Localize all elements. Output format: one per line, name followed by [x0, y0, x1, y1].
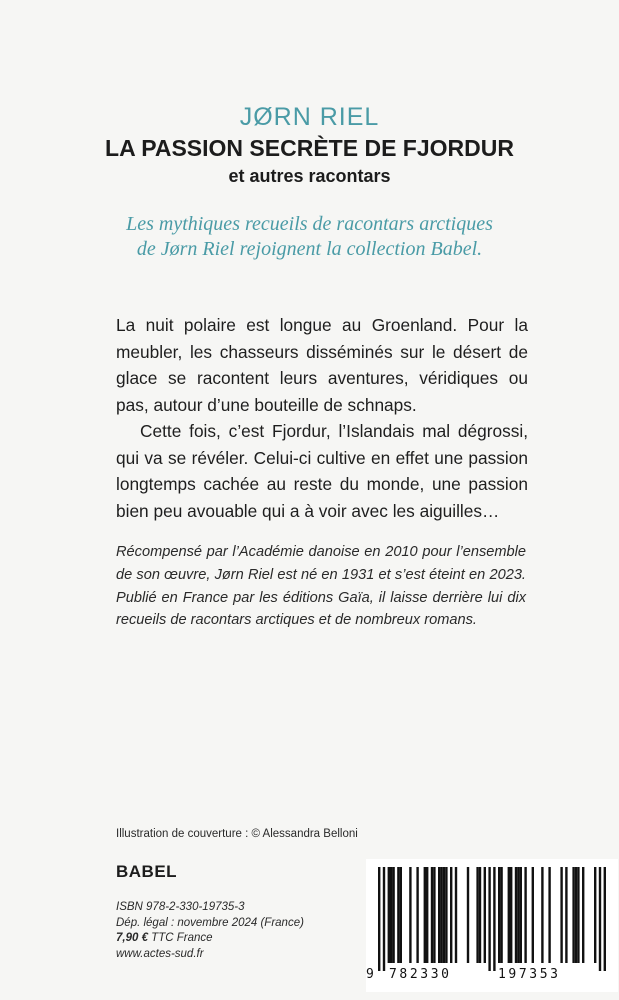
barcode-bar [433, 867, 435, 963]
barcode-bar [565, 867, 567, 963]
price: 7,90 € [116, 932, 148, 945]
barcode-bar [455, 867, 457, 963]
barcode-bar [479, 867, 481, 963]
book-header [0, 102, 619, 188]
barcode-bar [594, 867, 596, 963]
barcode-digits [366, 964, 618, 988]
barcode-bar [388, 867, 390, 963]
barcode [366, 859, 618, 992]
barcode-bar [572, 867, 574, 963]
isbn: ISBN 978-2-330-19735-3 [116, 901, 245, 913]
barcode-bar [424, 867, 426, 963]
barcode-bar [390, 867, 392, 963]
barcode-bar [400, 867, 402, 963]
tagline-line-1: Les mythiques recueils de racontars arctiques [126, 213, 493, 235]
barcode-bar [577, 867, 579, 963]
book-title: LA PASSION SECRÈTE DE FJORDUR [105, 135, 514, 161]
barcode-bar [520, 867, 522, 963]
summary [116, 312, 528, 524]
barcode-bar [599, 867, 601, 971]
barcode-bar [500, 867, 502, 963]
barcode-bar [517, 867, 519, 963]
barcode-left-group: 782330 [389, 967, 452, 982]
publisher-name: BABEL [116, 862, 178, 881]
barcode-right-group: 197353 [498, 967, 561, 982]
barcode-bar [498, 867, 500, 963]
price-line [116, 931, 304, 947]
barcode-bar [488, 867, 490, 971]
legal-deposit: Dép. légal : novembre 2024 (France) [116, 916, 304, 929]
barcode-bar [604, 867, 606, 971]
author-name: JØRN RIEL [239, 103, 380, 131]
barcode-bar [397, 867, 399, 963]
barcode-bar [416, 867, 418, 963]
barcode-bar [409, 867, 411, 963]
barcode-bar [524, 867, 526, 963]
barcode-bar [560, 867, 562, 963]
barcode-bar [515, 867, 517, 963]
barcode-bar [541, 867, 543, 963]
barcode-bar [440, 867, 442, 963]
barcode-bar [431, 867, 433, 963]
barcode-bar [582, 867, 584, 963]
barcode-bar [532, 867, 534, 963]
tagline-line-2: de Jørn Riel rejoignent la collection Babel. [136, 238, 483, 260]
book-subtitle: et autres racontars [228, 166, 391, 186]
barcode-bar [383, 867, 385, 971]
barcode-bar [493, 867, 495, 971]
barcode-bar [484, 867, 486, 963]
barcode-bar [443, 867, 445, 963]
cover-credit: Illustration de couverture : © Alessandra Belloni [116, 828, 358, 840]
barcode-bar [426, 867, 428, 963]
summary-paragraph-2: Cette fois, c’est Fjordur, l’Islandais mal dégrossi, qui va se révéler. Celui-ci cultive en effet une passion longtemps cachée au reste du monde, une passion bien peu avouable qui a à voir avec les aiguilles… [116, 421, 528, 521]
barcode-bar [445, 867, 447, 963]
barcode-bar [392, 867, 394, 963]
barcode-bar [476, 867, 478, 963]
barcode-bar [467, 867, 469, 963]
barcode-lead-digit: 9 [366, 967, 374, 982]
barcode-bar [510, 867, 512, 963]
barcode-bars [366, 859, 618, 971]
legal-info [116, 900, 304, 962]
barcode-bar [575, 867, 577, 963]
barcode-bar [548, 867, 550, 963]
barcode-bar [508, 867, 510, 963]
barcode-bar [450, 867, 452, 963]
barcode-bar [438, 867, 440, 963]
author-bio: Récompensé par l’Académie danoise en 2010 pour l’ensemble de son œuvre, Jørn Riel est né en 1931 et s’est éteint en 2023. Publié en France par les éditions Gaïa, il laisse derrière lui dix recueils de racontars arctiques et de nombreux romans. [116, 544, 526, 629]
price-suffix: TTC France [147, 932, 213, 945]
tagline [0, 212, 619, 262]
summary-paragraph-1: La nuit polaire est longue au Groenland. Pour la meubler, les chasseurs disséminés sur le désert de glace se racontent leurs aventures, véridiques ou pas, autour d’une bouteille de schnaps. [116, 315, 528, 415]
website: www.actes-sud.fr [116, 947, 204, 960]
barcode-bar [378, 867, 380, 971]
